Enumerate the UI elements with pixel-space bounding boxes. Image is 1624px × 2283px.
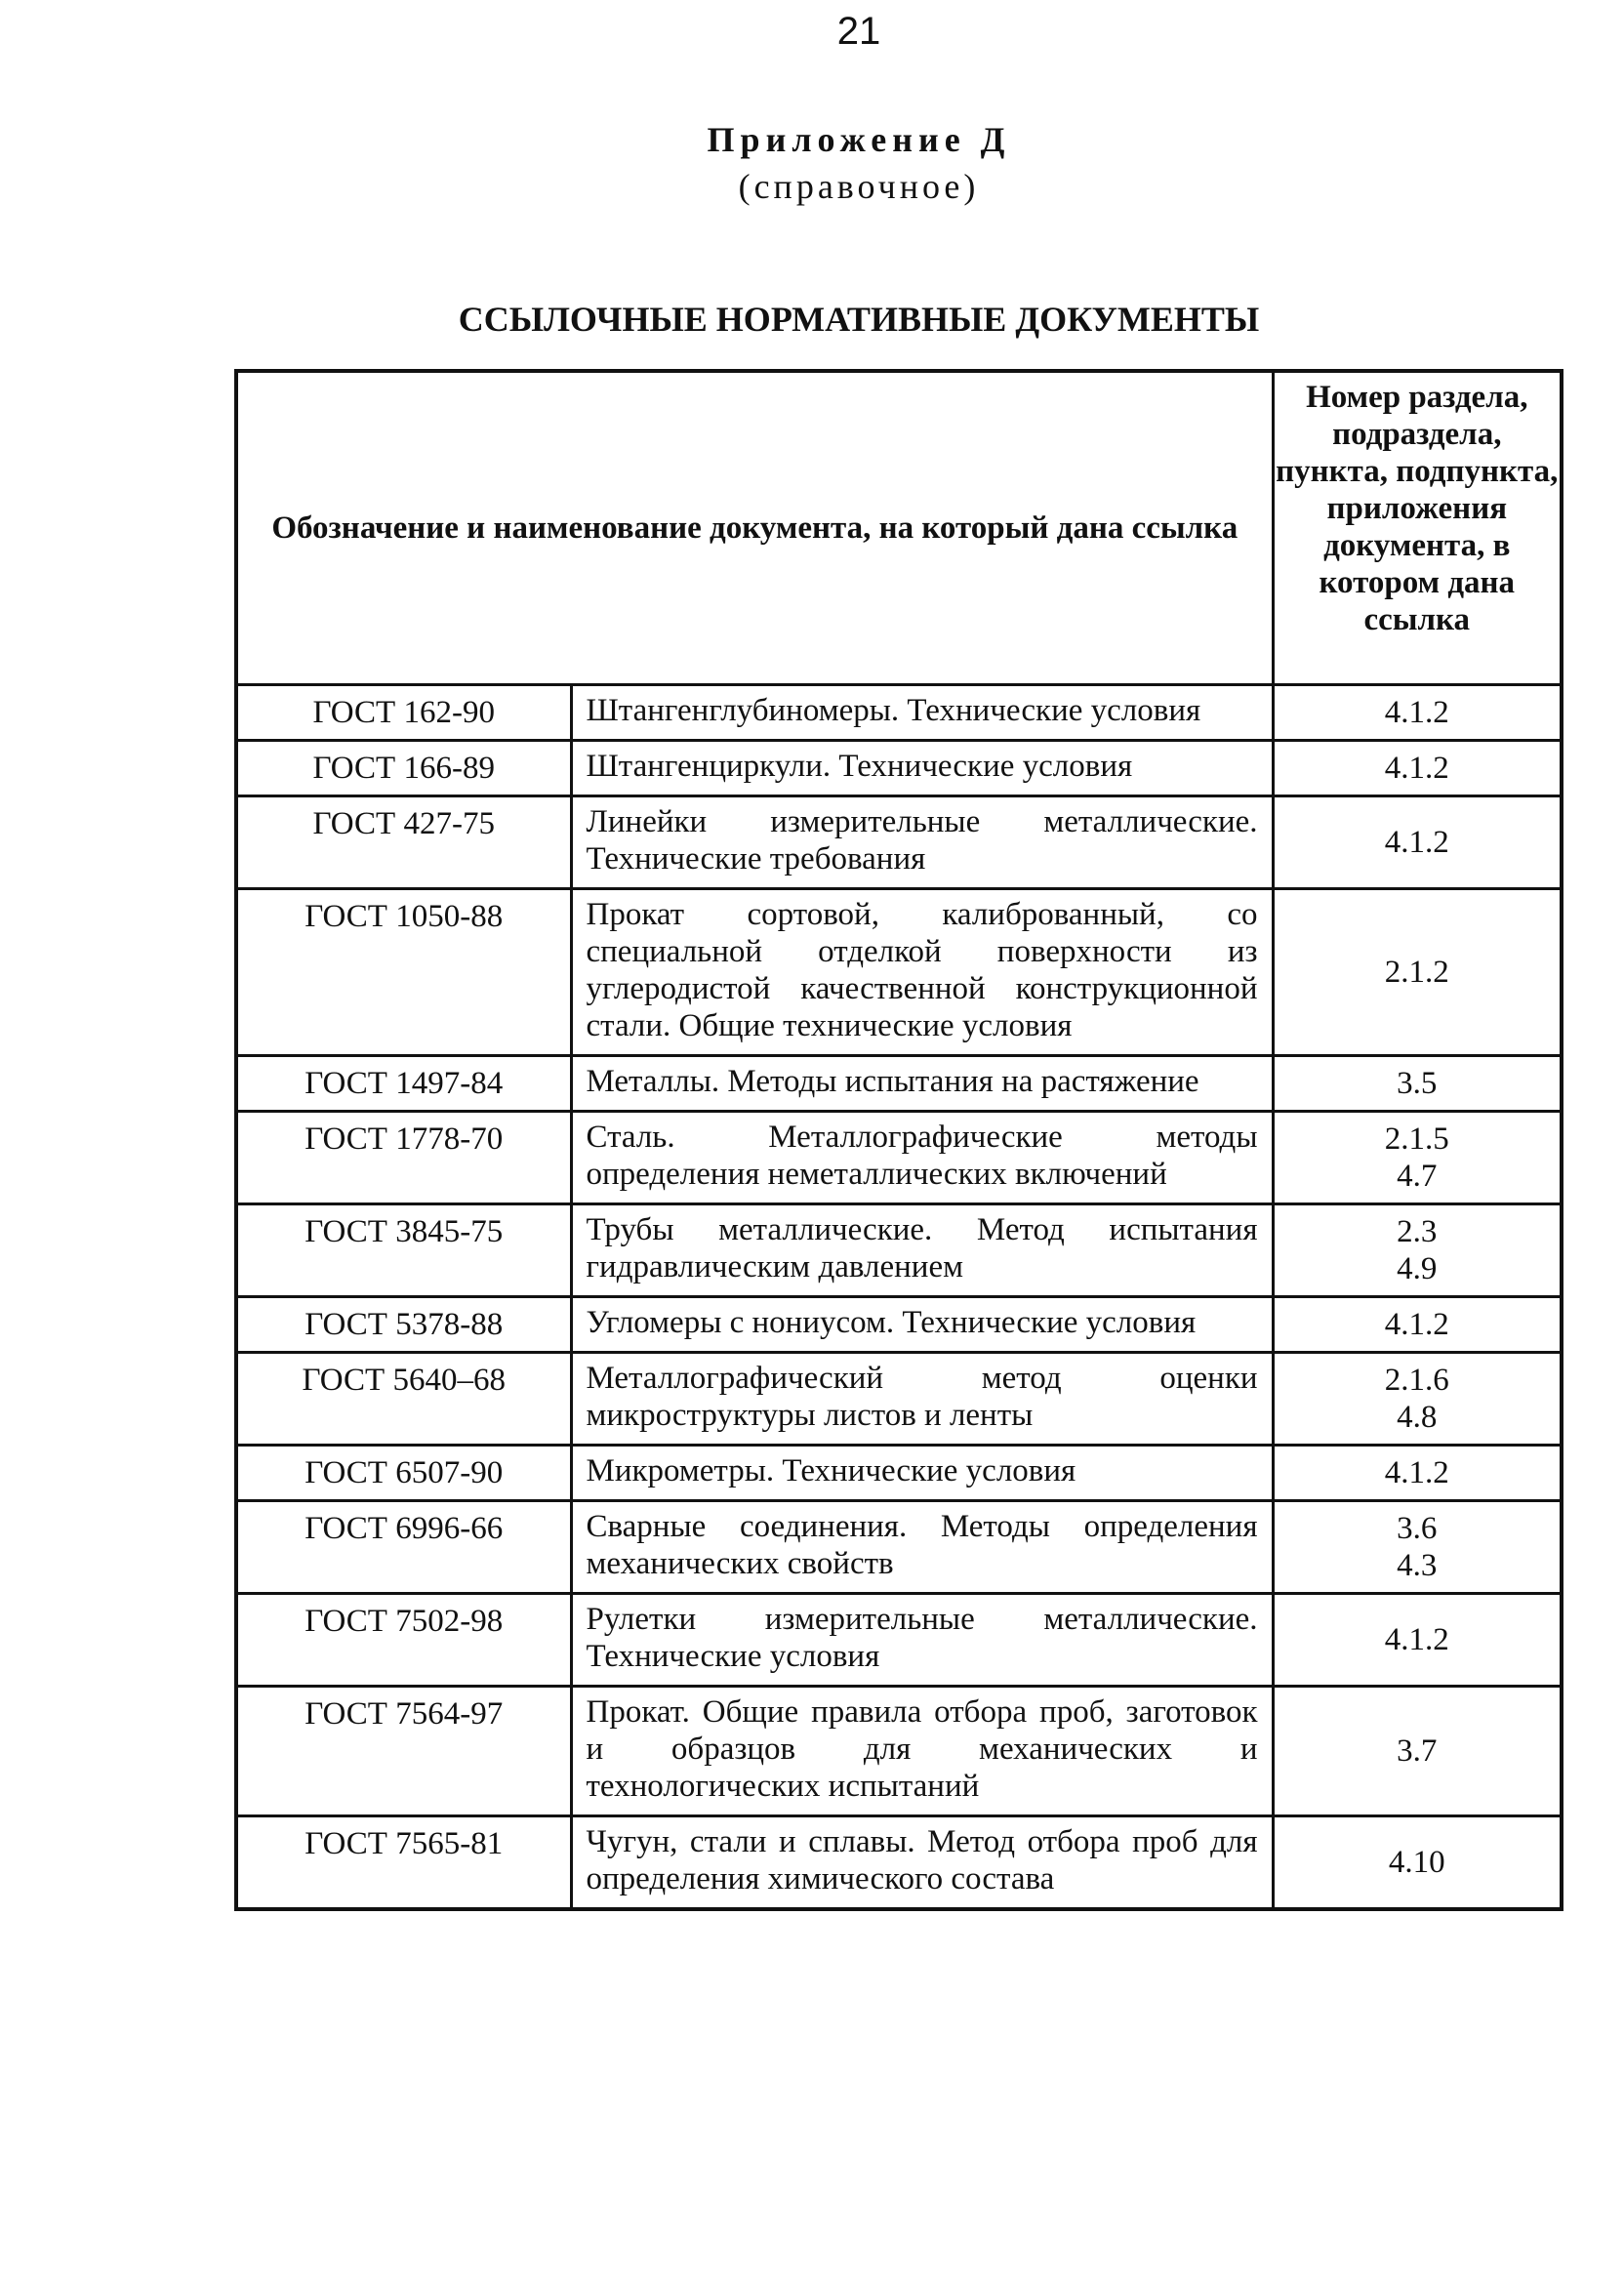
- document-code: ГОСТ 5378-88: [236, 1297, 571, 1353]
- page-number: 21: [836, 10, 881, 53]
- document-code: ГОСТ 3845-75: [236, 1204, 571, 1297]
- table-row: [236, 685, 1562, 741]
- appendix-title: Приложение Д: [707, 120, 1011, 159]
- document-code: ГОСТ 7502-98: [236, 1594, 571, 1687]
- document-name: Рулетки измерительные металлические. Технические условия: [571, 1594, 1273, 1687]
- document-name: Трубы металлические. Метод испытания гидравлическим давлением: [571, 1204, 1273, 1297]
- document-code: ГОСТ 1497-84: [236, 1056, 571, 1112]
- table-row: [236, 1501, 1562, 1594]
- table-row: [236, 889, 1562, 1056]
- section-reference: 3.6 4.3: [1273, 1501, 1562, 1594]
- document-name: Металлы. Методы испытания на растяжение: [571, 1056, 1273, 1112]
- document-code: ГОСТ 1778-70: [236, 1112, 571, 1204]
- document-name: Сварные соединения. Методы определения механических свойств: [571, 1501, 1273, 1594]
- table-row: [236, 1353, 1562, 1446]
- document-code: ГОСТ 6996-66: [236, 1501, 571, 1594]
- table-row: [236, 1297, 1562, 1353]
- table-row: [236, 741, 1562, 796]
- document-name: Штангенциркули. Технические условия: [571, 741, 1273, 796]
- section-reference: 4.10: [1273, 1816, 1562, 1910]
- table-header-row: [236, 371, 1562, 685]
- table-row: [236, 1056, 1562, 1112]
- document-code: ГОСТ 5640–68: [236, 1353, 571, 1446]
- document-name: Микрометры. Технические условия: [571, 1446, 1273, 1501]
- table-row: [236, 1446, 1562, 1501]
- table-row: [236, 1112, 1562, 1204]
- section-reference: 4.1.2: [1273, 1446, 1562, 1501]
- document-code: ГОСТ 427-75: [236, 796, 571, 889]
- header-section-number: Номер раздела, подраздела, пункта, подпункта, приложения документа, в котором дана ссылка: [1273, 371, 1562, 685]
- document-name: Штангенглубиномеры. Технические условия: [571, 685, 1273, 741]
- document-name: Линейки измерительные металлические. Технические требования: [571, 796, 1273, 889]
- section-reference: 4.1.2: [1273, 1297, 1562, 1353]
- document-code: ГОСТ 162-90: [236, 685, 571, 741]
- table-body: [236, 685, 1562, 1910]
- document-heading: ССЫЛОЧНЫЕ НОРМАТИВНЫЕ ДОКУМЕНТЫ: [458, 300, 1260, 339]
- document-name: Металлографический метод оценки микроструктуры листов и ленты: [571, 1353, 1273, 1446]
- table-row: [236, 1594, 1562, 1687]
- table-row: [236, 1204, 1562, 1297]
- document-name: Чугун, стали и сплавы. Метод отбора проб для определения химического состава: [571, 1816, 1273, 1910]
- table-row: [236, 796, 1562, 889]
- section-reference: 4.1.2: [1273, 685, 1562, 741]
- header-document-designation: Обозначение и наименование документа, на который дана ссылка: [236, 371, 1273, 685]
- document-code: ГОСТ 6507-90: [236, 1446, 571, 1501]
- document-name: Прокат. Общие правила отбора проб, заготовок и образцов для механических и технологических испытаний: [571, 1687, 1273, 1816]
- section-reference: 2.1.2: [1273, 889, 1562, 1056]
- document-code: ГОСТ 7565-81: [236, 1816, 571, 1910]
- section-reference: 4.1.2: [1273, 796, 1562, 889]
- document-name: Угломеры с нониусом. Технические условия: [571, 1297, 1273, 1353]
- section-reference: 4.1.2: [1273, 741, 1562, 796]
- table-row: [236, 1816, 1562, 1910]
- document-code: ГОСТ 1050-88: [236, 889, 571, 1056]
- section-reference: 2.1.5 4.7: [1273, 1112, 1562, 1204]
- reference-documents-table: [234, 369, 1563, 1911]
- section-reference: 3.7: [1273, 1687, 1562, 1816]
- section-reference: 3.5: [1273, 1056, 1562, 1112]
- section-reference: 2.1.6 4.8: [1273, 1353, 1562, 1446]
- appendix-subtitle: (справочное): [738, 167, 980, 206]
- table-row: [236, 1687, 1562, 1816]
- document-name: Прокат сортовой, калиброванный, со специальной отделкой поверхности из углеродистой качественной конструкционной стали. Общие технические условия: [571, 889, 1273, 1056]
- document-code: ГОСТ 166-89: [236, 741, 571, 796]
- section-reference: 2.3 4.9: [1273, 1204, 1562, 1297]
- section-reference: 4.1.2: [1273, 1594, 1562, 1687]
- document-code: ГОСТ 7564-97: [236, 1687, 571, 1816]
- document-name: Сталь. Металлографические методы определения неметаллических включений: [571, 1112, 1273, 1204]
